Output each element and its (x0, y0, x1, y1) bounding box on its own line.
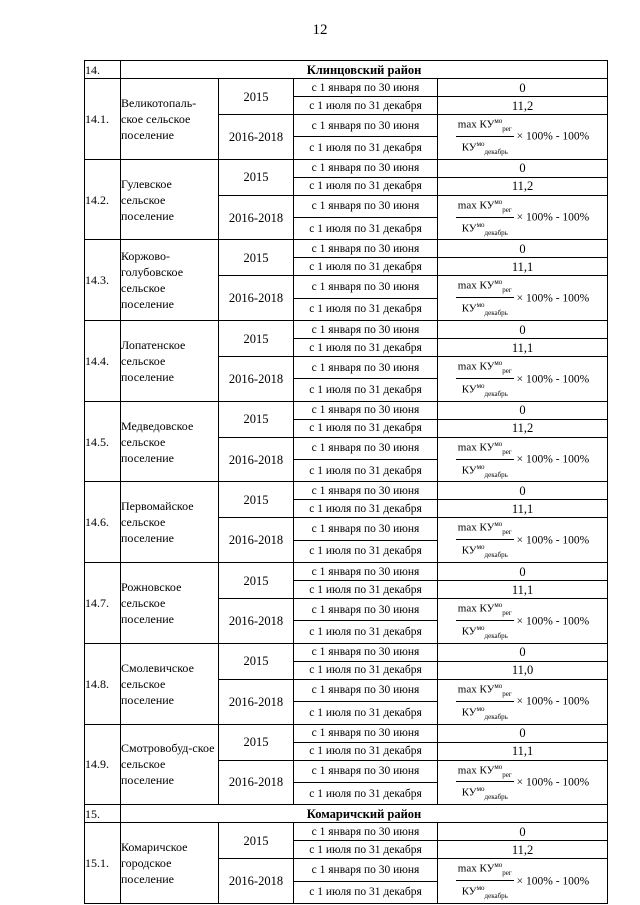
period-cell: с 1 июля по 31 декабря (294, 881, 438, 903)
formula-denominator-text: КУ (461, 625, 477, 638)
formula-cell (438, 357, 608, 402)
formula-denominator (456, 298, 514, 320)
formula-cell (438, 518, 608, 563)
value-cell: 11,1 (438, 500, 608, 518)
formula-denominator-sup: мо (476, 623, 485, 632)
formula-numerator (456, 761, 514, 783)
formula-numerator-text: max КУ (457, 602, 495, 615)
formula-denominator (456, 540, 514, 562)
formula-numerator-sup: мо (494, 439, 503, 448)
period-cell: с 1 января по 30 июня (294, 518, 438, 540)
formula-denominator-text: КУ (461, 885, 477, 898)
period-cell: с 1 января по 30 июня (294, 859, 438, 881)
settlement-number: 14.2. (85, 159, 121, 240)
formula (456, 197, 590, 237)
formula-numerator-sub: рег (502, 608, 512, 617)
period-cell: с 1 июля по 31 декабря (294, 339, 438, 357)
period-cell: с 1 июля по 31 декабря (294, 379, 438, 401)
formula-numerator (456, 680, 514, 702)
settlement-name: Первомайское сельское поселение (121, 482, 219, 563)
formula-cell (438, 859, 608, 904)
formula-numerator-sub: рег (502, 770, 512, 779)
formula-numerator-sup: мо (494, 520, 503, 529)
table-row (85, 321, 608, 339)
period-cell: с 1 июля по 31 декабря (294, 540, 438, 562)
formula-numerator-sup: мо (494, 197, 503, 206)
table-row (85, 79, 608, 97)
period-cell: с 1 июля по 31 декабря (294, 137, 438, 159)
value-cell: 11,2 (438, 419, 608, 437)
table-row (85, 401, 608, 419)
value-cell: 11,1 (438, 258, 608, 276)
formula-numerator-sup: мо (494, 681, 503, 690)
period-cell: с 1 июля по 31 декабря (294, 782, 438, 804)
district-name: Клинцовский район (121, 61, 608, 79)
formula-numerator-text: max КУ (457, 199, 495, 212)
formula-numerator (456, 115, 514, 137)
value-cell: 11,1 (438, 742, 608, 760)
year-cell: 2015 (219, 240, 294, 276)
formula-rest: × 100% - 100% (516, 875, 590, 888)
formula-denominator-sub: декабрь (484, 793, 508, 802)
formula-numerator-text: max КУ (457, 683, 495, 696)
value-cell: 11,0 (438, 661, 608, 679)
period-cell: с 1 января по 30 июня (294, 724, 438, 742)
formula-cell (438, 195, 608, 240)
formula-denominator-sup: мо (476, 884, 485, 893)
year-cell: 2015 (219, 643, 294, 679)
formula-denominator-sub: декабрь (484, 712, 508, 721)
settlement-number: 14.6. (85, 482, 121, 563)
table-row (85, 240, 608, 258)
formula-denominator-sub: декабрь (484, 631, 508, 640)
year-cell: 2016-2018 (219, 276, 294, 321)
formula-denominator-sup: мо (476, 139, 485, 148)
settlement-number: 15.1. (85, 823, 121, 904)
district-row (85, 61, 608, 79)
formula-cell (438, 760, 608, 805)
formula-denominator-sub: декабрь (484, 147, 508, 156)
formula-denominator-text: КУ (461, 706, 477, 719)
year-cell: 2016-2018 (219, 357, 294, 402)
settlement-number: 14.9. (85, 724, 121, 805)
formula-numerator-sup: мо (494, 861, 503, 870)
formula-denominator (456, 218, 514, 240)
period-cell: с 1 июля по 31 декабря (294, 258, 438, 276)
settlement-name: Гулевское сельское поселение (121, 159, 219, 240)
formula-rest: × 100% - 100% (516, 453, 590, 466)
formula-numerator-text: max КУ (457, 764, 495, 777)
year-cell: 2015 (219, 823, 294, 859)
formula-denominator-sup: мо (476, 301, 485, 310)
value-cell: 11,1 (438, 339, 608, 357)
value-cell: 11,2 (438, 841, 608, 859)
value-cell: 0 (438, 643, 608, 661)
period-cell: с 1 января по 30 июня (294, 401, 438, 419)
formula-denominator (456, 379, 514, 401)
formula-rest: × 100% - 100% (516, 695, 590, 708)
value-cell: 11,2 (438, 177, 608, 195)
formula-numerator-sup: мо (494, 762, 503, 771)
formula (456, 681, 590, 721)
formula-numerator-text: max КУ (457, 441, 495, 454)
formula-denominator-sub: декабрь (484, 891, 508, 900)
formula-denominator (456, 621, 514, 643)
settlement-name: Медведовское сельское поселение (121, 401, 219, 482)
formula (456, 762, 590, 802)
district-row (85, 805, 608, 823)
formula-fraction (456, 859, 514, 903)
formula-numerator-sub: рег (502, 124, 512, 133)
year-cell: 2016-2018 (219, 115, 294, 160)
formula-fraction (456, 276, 514, 320)
period-cell: с 1 января по 30 июня (294, 760, 438, 782)
period-cell: с 1 июля по 31 декабря (294, 500, 438, 518)
formula (456, 601, 590, 640)
formula-cell (438, 437, 608, 482)
period-cell: с 1 января по 30 июня (294, 240, 438, 258)
formula-rest: × 100% - 100% (516, 130, 590, 143)
formula-numerator-sub: рег (502, 366, 512, 375)
formula-denominator-sup: мо (476, 381, 485, 390)
year-cell: 2015 (219, 482, 294, 518)
year-cell: 2015 (219, 159, 294, 195)
formula-rest: × 100% - 100% (516, 372, 590, 385)
period-cell: с 1 января по 30 июня (294, 357, 438, 379)
formula-rest: × 100% - 100% (516, 211, 590, 224)
settlement-name: Коржово-голубовское сельское поселение (121, 240, 219, 321)
formula-fraction (456, 680, 514, 724)
value-cell: 0 (438, 79, 608, 97)
formula-rest: × 100% - 100% (516, 614, 590, 627)
value-cell: 11,2 (438, 97, 608, 115)
tariff-table (84, 60, 608, 904)
settlement-name: Комаричское городское поселение (121, 823, 219, 904)
formula-denominator-text: КУ (461, 464, 477, 477)
table-row (85, 482, 608, 500)
period-cell: с 1 января по 30 июня (294, 823, 438, 841)
value-cell: 0 (438, 401, 608, 419)
value-cell: 0 (438, 724, 608, 742)
formula-numerator-sub: рег (502, 689, 512, 698)
formula-numerator (456, 438, 514, 460)
year-cell: 2016-2018 (219, 599, 294, 644)
formula-denominator-sub: декабрь (484, 389, 508, 398)
settlement-number: 14.7. (85, 563, 121, 644)
formula-rest: × 100% - 100% (516, 292, 590, 305)
year-cell: 2016-2018 (219, 679, 294, 724)
formula-denominator (456, 782, 514, 804)
settlement-number: 14.3. (85, 240, 121, 321)
settlement-number: 14.5. (85, 401, 121, 482)
formula (456, 278, 590, 318)
formula-cell (438, 115, 608, 160)
page-number: 12 (312, 22, 328, 38)
period-cell: с 1 января по 30 июня (294, 321, 438, 339)
period-cell: с 1 июля по 31 декабря (294, 298, 438, 320)
period-cell: с 1 января по 30 июня (294, 159, 438, 177)
formula-denominator (456, 702, 514, 724)
value-cell: 0 (438, 321, 608, 339)
value-cell: 0 (438, 240, 608, 258)
formula-numerator-sup: мо (494, 117, 503, 125)
table-row (85, 563, 608, 581)
formula-rest: × 100% - 100% (516, 534, 590, 547)
period-cell: с 1 января по 30 июня (294, 437, 438, 459)
period-cell: с 1 июля по 31 декабря (294, 177, 438, 195)
formula (456, 520, 590, 560)
year-cell: 2016-2018 (219, 518, 294, 563)
formula-numerator-sub: рег (502, 528, 512, 537)
table-row (85, 823, 608, 841)
formula-cell (438, 679, 608, 724)
formula-denominator-sup: мо (476, 220, 485, 229)
table-row (85, 159, 608, 177)
formula-numerator-sub: рег (502, 869, 512, 878)
formula-denominator-sup: мо (476, 543, 485, 552)
formula-numerator-text: max КУ (457, 862, 495, 875)
period-cell: с 1 июля по 31 декабря (294, 581, 438, 599)
formula-denominator (456, 137, 514, 159)
settlement-name: Лопатенское сельское поселение (121, 321, 219, 402)
period-cell: с 1 января по 30 июня (294, 643, 438, 661)
value-cell: 11,1 (438, 581, 608, 599)
period-cell: с 1 июля по 31 декабря (294, 621, 438, 643)
formula-numerator-sup: мо (494, 359, 503, 368)
formula-denominator-sup: мо (476, 462, 485, 471)
settlement-name: Смотровобуд-ское сельское поселение (121, 724, 219, 805)
formula-denominator-sub: декабрь (484, 470, 508, 479)
settlement-name: Смолевичское сельское поселение (121, 643, 219, 724)
formula-fraction (456, 196, 514, 240)
formula-denominator-text: КУ (461, 787, 477, 799)
period-cell: с 1 января по 30 июня (294, 115, 438, 137)
formula-denominator-sub: декабрь (484, 228, 508, 237)
formula-fraction (456, 518, 514, 562)
district-number: 14. (85, 61, 121, 79)
formula-denominator-text: КУ (461, 544, 477, 557)
formula-numerator-sup: мо (494, 278, 503, 287)
formula-numerator (456, 599, 514, 621)
value-cell: 0 (438, 823, 608, 841)
formula-denominator-sub: декабрь (484, 309, 508, 318)
settlement-number: 14.4. (85, 321, 121, 402)
period-cell: с 1 января по 30 июня (294, 599, 438, 621)
formula-cell (438, 276, 608, 321)
formula-fraction (456, 438, 514, 482)
formula-denominator-text: КУ (461, 383, 477, 396)
formula-rest: × 100% - 100% (516, 776, 590, 789)
year-cell: 2015 (219, 79, 294, 115)
formula-numerator-text: max КУ (457, 280, 495, 293)
settlement-name: Рожновское сельское поселение (121, 563, 219, 644)
formula-fraction (456, 761, 514, 805)
period-cell: с 1 января по 30 июня (294, 195, 438, 217)
formula-denominator-text: КУ (461, 302, 477, 315)
year-cell: 2015 (219, 321, 294, 357)
formula-numerator (456, 276, 514, 298)
formula-numerator-sub: рег (502, 205, 512, 214)
period-cell: с 1 июля по 31 декабря (294, 702, 438, 724)
formula-fraction (456, 357, 514, 401)
formula-numerator (456, 859, 514, 881)
year-cell: 2015 (219, 724, 294, 760)
year-cell: 2016-2018 (219, 195, 294, 240)
table-row (85, 643, 608, 661)
period-cell: с 1 января по 30 июня (294, 276, 438, 298)
formula-fraction (456, 115, 514, 159)
formula-numerator (456, 357, 514, 379)
district-name: Комаричский район (121, 805, 608, 823)
period-cell: с 1 июля по 31 декабря (294, 97, 438, 115)
period-cell: с 1 июля по 31 декабря (294, 460, 438, 482)
formula (456, 439, 590, 479)
formula-denominator-sub: декабрь (484, 551, 508, 560)
formula-denominator-sup: мо (476, 785, 485, 794)
settlement-number: 14.1. (85, 79, 121, 160)
formula-numerator-text: max КУ (457, 522, 495, 535)
formula-denominator-text: КУ (461, 141, 477, 154)
period-cell: с 1 июля по 31 декабря (294, 419, 438, 437)
formula-denominator (456, 460, 514, 482)
settlement-name: Великотопаль-ское сельское поселение (121, 79, 219, 160)
formula (456, 861, 590, 900)
period-cell: с 1 июля по 31 декабря (294, 841, 438, 859)
year-cell: 2016-2018 (219, 760, 294, 805)
year-cell: 2015 (219, 563, 294, 599)
tariff-table-body (85, 61, 608, 904)
formula-denominator-text: КУ (461, 222, 477, 235)
settlement-number: 14.8. (85, 643, 121, 724)
district-number: 15. (85, 805, 121, 823)
table-row (85, 724, 608, 742)
year-cell: 2016-2018 (219, 859, 294, 904)
period-cell: с 1 января по 30 июня (294, 482, 438, 500)
formula-cell (438, 599, 608, 644)
value-cell: 0 (438, 563, 608, 581)
formula-numerator-text: max КУ (457, 360, 495, 373)
formula (456, 359, 590, 398)
period-cell: с 1 июля по 31 декабря (294, 742, 438, 760)
formula-numerator-sub: рег (502, 447, 512, 456)
year-cell: 2015 (219, 401, 294, 437)
formula-numerator (456, 518, 514, 540)
formula-fraction (456, 599, 514, 643)
period-cell: с 1 июля по 31 декабря (294, 218, 438, 240)
formula-numerator-sup: мо (494, 601, 503, 610)
formula-numerator-sub: рег (502, 286, 512, 295)
value-cell: 0 (438, 482, 608, 500)
formula (456, 117, 590, 156)
value-cell: 0 (438, 159, 608, 177)
period-cell: с 1 января по 30 июня (294, 563, 438, 581)
formula-numerator (456, 196, 514, 218)
formula-numerator-text: max КУ (457, 118, 495, 131)
period-cell: с 1 июля по 31 декабря (294, 661, 438, 679)
formula-denominator (456, 881, 514, 903)
formula-denominator-sup: мо (476, 704, 485, 713)
period-cell: с 1 января по 30 июня (294, 679, 438, 701)
period-cell: с 1 января по 30 июня (294, 79, 438, 97)
year-cell: 2016-2018 (219, 437, 294, 482)
